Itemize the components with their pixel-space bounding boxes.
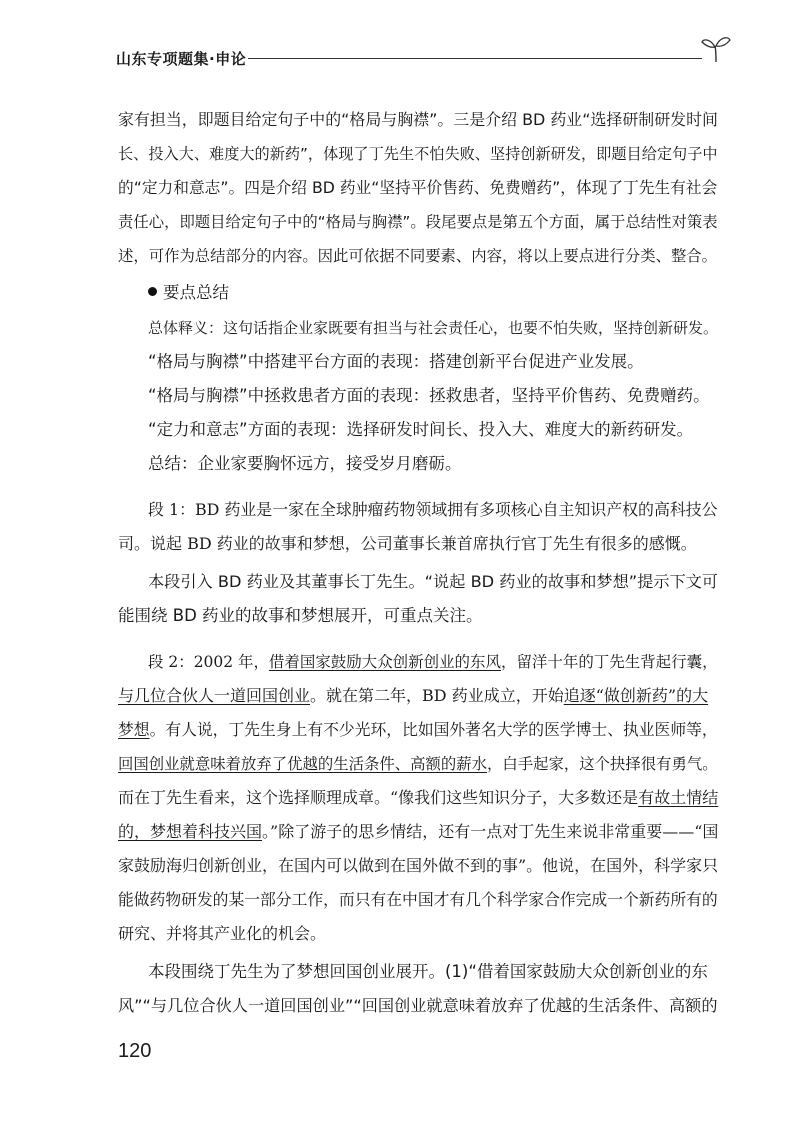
summary-heading: 要点总结 [148,283,229,303]
analysis-line: 家有担当，即题目给定句子中的“格局与胸襟”。三是介绍 BD 药业“选择研制研发时间 [118,110,718,129]
source-line: 段 1：BD 药业是一家在全球肿瘤药物领域拥有多项核心自主知识产权的高科技公 [148,500,718,519]
underlined-phrase: 追逐“做创新药”的大 [563,686,709,705]
header-rule [248,58,702,59]
summary-item: 总结：企业家要胸怀远方，接受岁月磨砺。 [148,454,462,473]
analysis-line: 能围绕 BD 药业的故事和梦想展开，可重点关注。 [118,606,483,625]
analysis-line: 的“定力和意志”。四是介绍 BD 药业“坚持平价售药、免费赠药”，体现了丁先生有社会 [118,178,718,197]
analysis-line: 本段引入 BD 药业及其董事长丁先生。“说起 BD 药业的故事和梦想”提示下文可 [148,572,719,591]
source-line: 的，梦想着科技兴国。”除了游子的思乡情结，还有一点对丁先生来说非常重要——“国 [118,822,719,841]
source-line: 家鼓励海归创新创业，在国内可以做到在国外做不到的事”。他说，在国外，科学家只 [118,856,719,875]
summary-item: “格局与胸襟”中拯救患者方面的表现：拯救患者，坚持平价售药、免费赠药。 [148,386,710,405]
analysis-line: 责任心，即题目给定句子中的“格局与胸襟”。段尾要点是第五个方面，属于总结性对策表 [118,213,718,231]
bullet-icon [148,287,157,296]
summary-item: “定力和意志”方面的表现：选择研发时间长、投入大、难度大的新药研发。 [148,420,694,439]
header-title: 山东专项题集·申论 [116,50,247,68]
source-line: 回国创业就意味着放弃了优越的生活条件、高额的薪水，白手起家，这个抉择很有勇气。 [118,755,718,773]
underlined-phrase: 的，梦想着科技兴国 [118,822,263,841]
underlined-phrase: 梦想 [118,720,150,739]
summary-item: “格局与胸襟”中搭建平台方面的表现：搭建创新平台促进产业发展。 [148,352,644,371]
source-line: 能做药物研发的某一部分工作，而只有在中国才有几个科学家合作完成一个新药所有的 [118,890,718,909]
underlined-phrase: 借着国家鼓励大众创新创业的东风 [268,653,501,671]
summary-item: 总体释义：这句话指企业家既要有担当与社会责任心，也要不怕失败，坚持创新研发。 [148,319,719,337]
underlined-phrase: 与几位合伙人一道回国创业 [118,686,311,705]
page-number: 120 [118,1040,152,1062]
analysis-line: 长、投入大、难度大的新药”，体现了丁先生不怕失败、坚持创新研发，即题目给定句子中 [118,145,718,163]
underlined-phrase: 回国创业就意味着放弃了优越的生活条件、高额的薪水 [118,755,487,773]
source-line: 段 2：2002 年，借着国家鼓励大众创新创业的东风，留洋十年的丁先生背起行囊， [148,653,718,671]
source-line: 而在丁先生看来，这个选择顺理成章。“像我们这些知识分子，大多数还是有故土情结 [118,788,719,807]
source-line: 司。说起 BD 药业的故事和梦想，公司董事长兼首席执行官丁先生有很多的感慨。 [118,534,697,553]
analysis-line: 本段围绕丁先生为了梦想回国创业展开。(1)“借着国家鼓励大众创新创业的东 [148,962,708,981]
running-header [116,40,736,68]
sprout-icon [700,34,732,64]
source-line: 梦想。有人说，丁先生身上有不少光环，比如国外著名大学的医学博士、执业医师等， [118,720,718,739]
analysis-line: 述，可作为总结部分的内容。因此可依据不同要素、内容，将以上要点进行分类、整合。 [118,247,718,265]
source-line: 与几位合伙人一道回国创业。就在第二年，BD 药业成立，开始追逐“做创新药”的大 [118,686,709,705]
underlined-phrase: 有故土情结 [638,788,719,807]
analysis-line: 风”“与几位合伙人一道回国创业”“回国创业就意味着放弃了优越的生活条件、高额的 [118,996,718,1015]
source-line: 研究、并将其产业化的机会。 [118,924,327,943]
